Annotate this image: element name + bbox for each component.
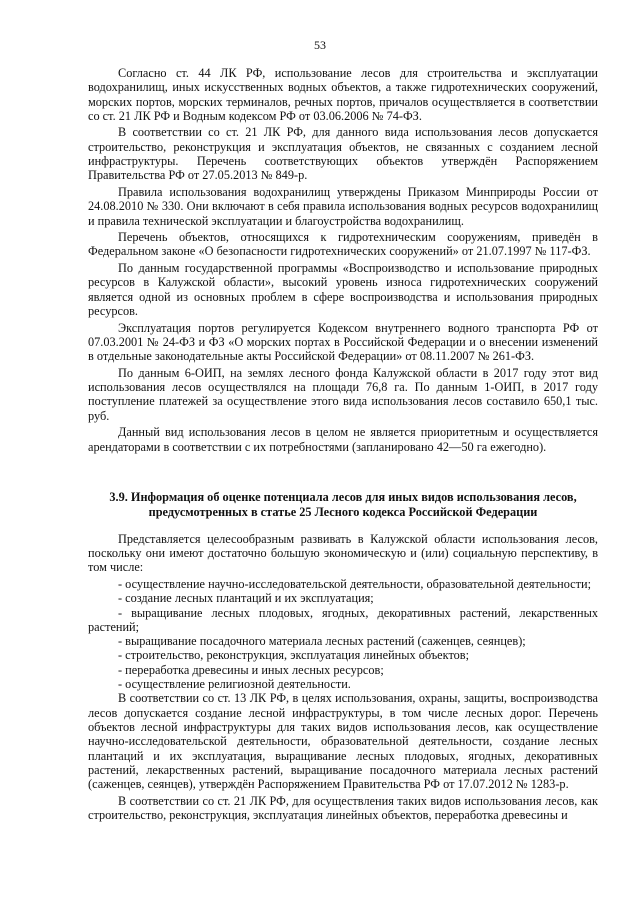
paragraph: В соответствии со ст. 21 ЛК РФ, для осуществления таких видов использования лесов, как строительство, реконструкция, эксплуатация линейных объектов, переработка древесины и [88, 793, 598, 823]
document-body [88, 66, 598, 825]
section-title [88, 490, 598, 520]
paragraph: Данный вид использования лесов в целом не является приоритетным и осуществляется арендаторами в соответствии с их потребностями (запланировано 42—50 га ежегодно). [88, 425, 598, 454]
page-number: 53 [314, 38, 326, 52]
paragraph: В соответствии со ст. 21 ЛК РФ, для данного вида использования лесов допускается строительство, реконструкция и эксплуатация объектов, не связанных с созданием лесной инфраструктуры. Перечень соответствующих объектов утверждён Распоряжением Правительства РФ от 27.05.2013 № 849-р. [88, 125, 598, 183]
paragraph: Правила использования водохранилищ утверждены Приказом Минприроды России от 24.08.2010 № 330. Они включают в себя правила использования водных ресурсов водохранилищ и правила технической эксплуатации и благоустройства водохранилищ. [88, 184, 598, 228]
paragraph: По данным 6-ОИП, на землях лесного фонда Калужской области в 2017 году этот вид использования лесов осуществлялся на площади 76,8 га. По данным 1-ОИП, в 2017 году поступление платежей за осуществление этого вида использования лесов составило 650,1 тыс. руб. [88, 365, 598, 423]
list-item: - строительство, реконструкция, эксплуатация линейных объектов; [118, 648, 470, 663]
list-item: - осуществление религиозной деятельности. [118, 677, 351, 692]
section-title-line: предусмотренных в статье 25 Лесного кодекса Российской Федерации [148, 504, 538, 519]
section-title-line: 3.9. Информация об оценке потенциала лесов для иных видов использования лесов, [109, 489, 577, 504]
paragraph: Согласно ст. 44 ЛК РФ, использование лесов для строительства и эксплуатации водохранилищ, иных искусственных водных объектов, а также гидротехнических сооружений, морских портов, морских терминалов, речных портов, причалов осуществляется в соответствии со ст. 21 ЛК РФ и Водным кодексом РФ от 03.06.2006 № 74-ФЗ. [88, 66, 598, 123]
section-intro: Представляется целесообразным развивать в Калужской области использования лесов, поскольку они имеют достаточно большую экономическую и (или) социальную перспективу, в том числе: [88, 531, 598, 575]
list-item: - создание лесных плантаций и их эксплуатация; [118, 591, 374, 606]
list-item: - осуществление научно-исследовательской деятельности, образовательной деятельности; [118, 576, 591, 591]
list-item: - переработка древесины и иных лесных ресурсов; [118, 662, 384, 677]
paragraph: По данным государственной программы «Воспроизводство и использование природных ресурсов в Калужской области», высокий уровень износа гидротехнических сооружений является одной из основных проблем в сфере воспроизводства и использования природных ресурсов. [88, 261, 598, 318]
paragraph: В соответствии со ст. 13 ЛК РФ, в целях использования, охраны, защиты, воспроизводства лесов допускается создание лесной инфраструктуры, в том числе лесных дорог. Перечень объектов лесной инфраструктуры для таких видов использования лесов, как осуществление научно-исследовательской деятельности, образовательной деятельности, создание лесных плантаций и их эксплуатация, выращивание лесных плодовых, ягодных, декоративных растений, лекарственных растений, выращивание посадочного материала лесных растений (саженцев, сеянцев), утверждён Распоряжением Правительства РФ от 17.07.2012 № 1283-р. [88, 691, 598, 792]
list-item: - выращивание посадочного материала лесных растений (саженцев, сеянцев); [118, 634, 526, 649]
paragraph: Перечень объектов, относящихся к гидротехническим сооружениям, приведён в Федеральном законе «О безопасности гидротехнических сооружений» от 21.07.1997 № 117-ФЗ. [88, 230, 598, 259]
paragraph: Эксплуатация портов регулируется Кодексом внутреннего водного транспорта РФ от 07.03.2001 № 24-ФЗ и ФЗ «О морских портах в Российской Федерации и о внесении изменений в отдельные законодательные акты Российской Федерации» от 08.11.2007 № 261-ФЗ. [88, 320, 598, 364]
list-item: - выращивание лесных плодовых, ягодных, декоративных растений, лекарственных растений; [88, 605, 598, 634]
